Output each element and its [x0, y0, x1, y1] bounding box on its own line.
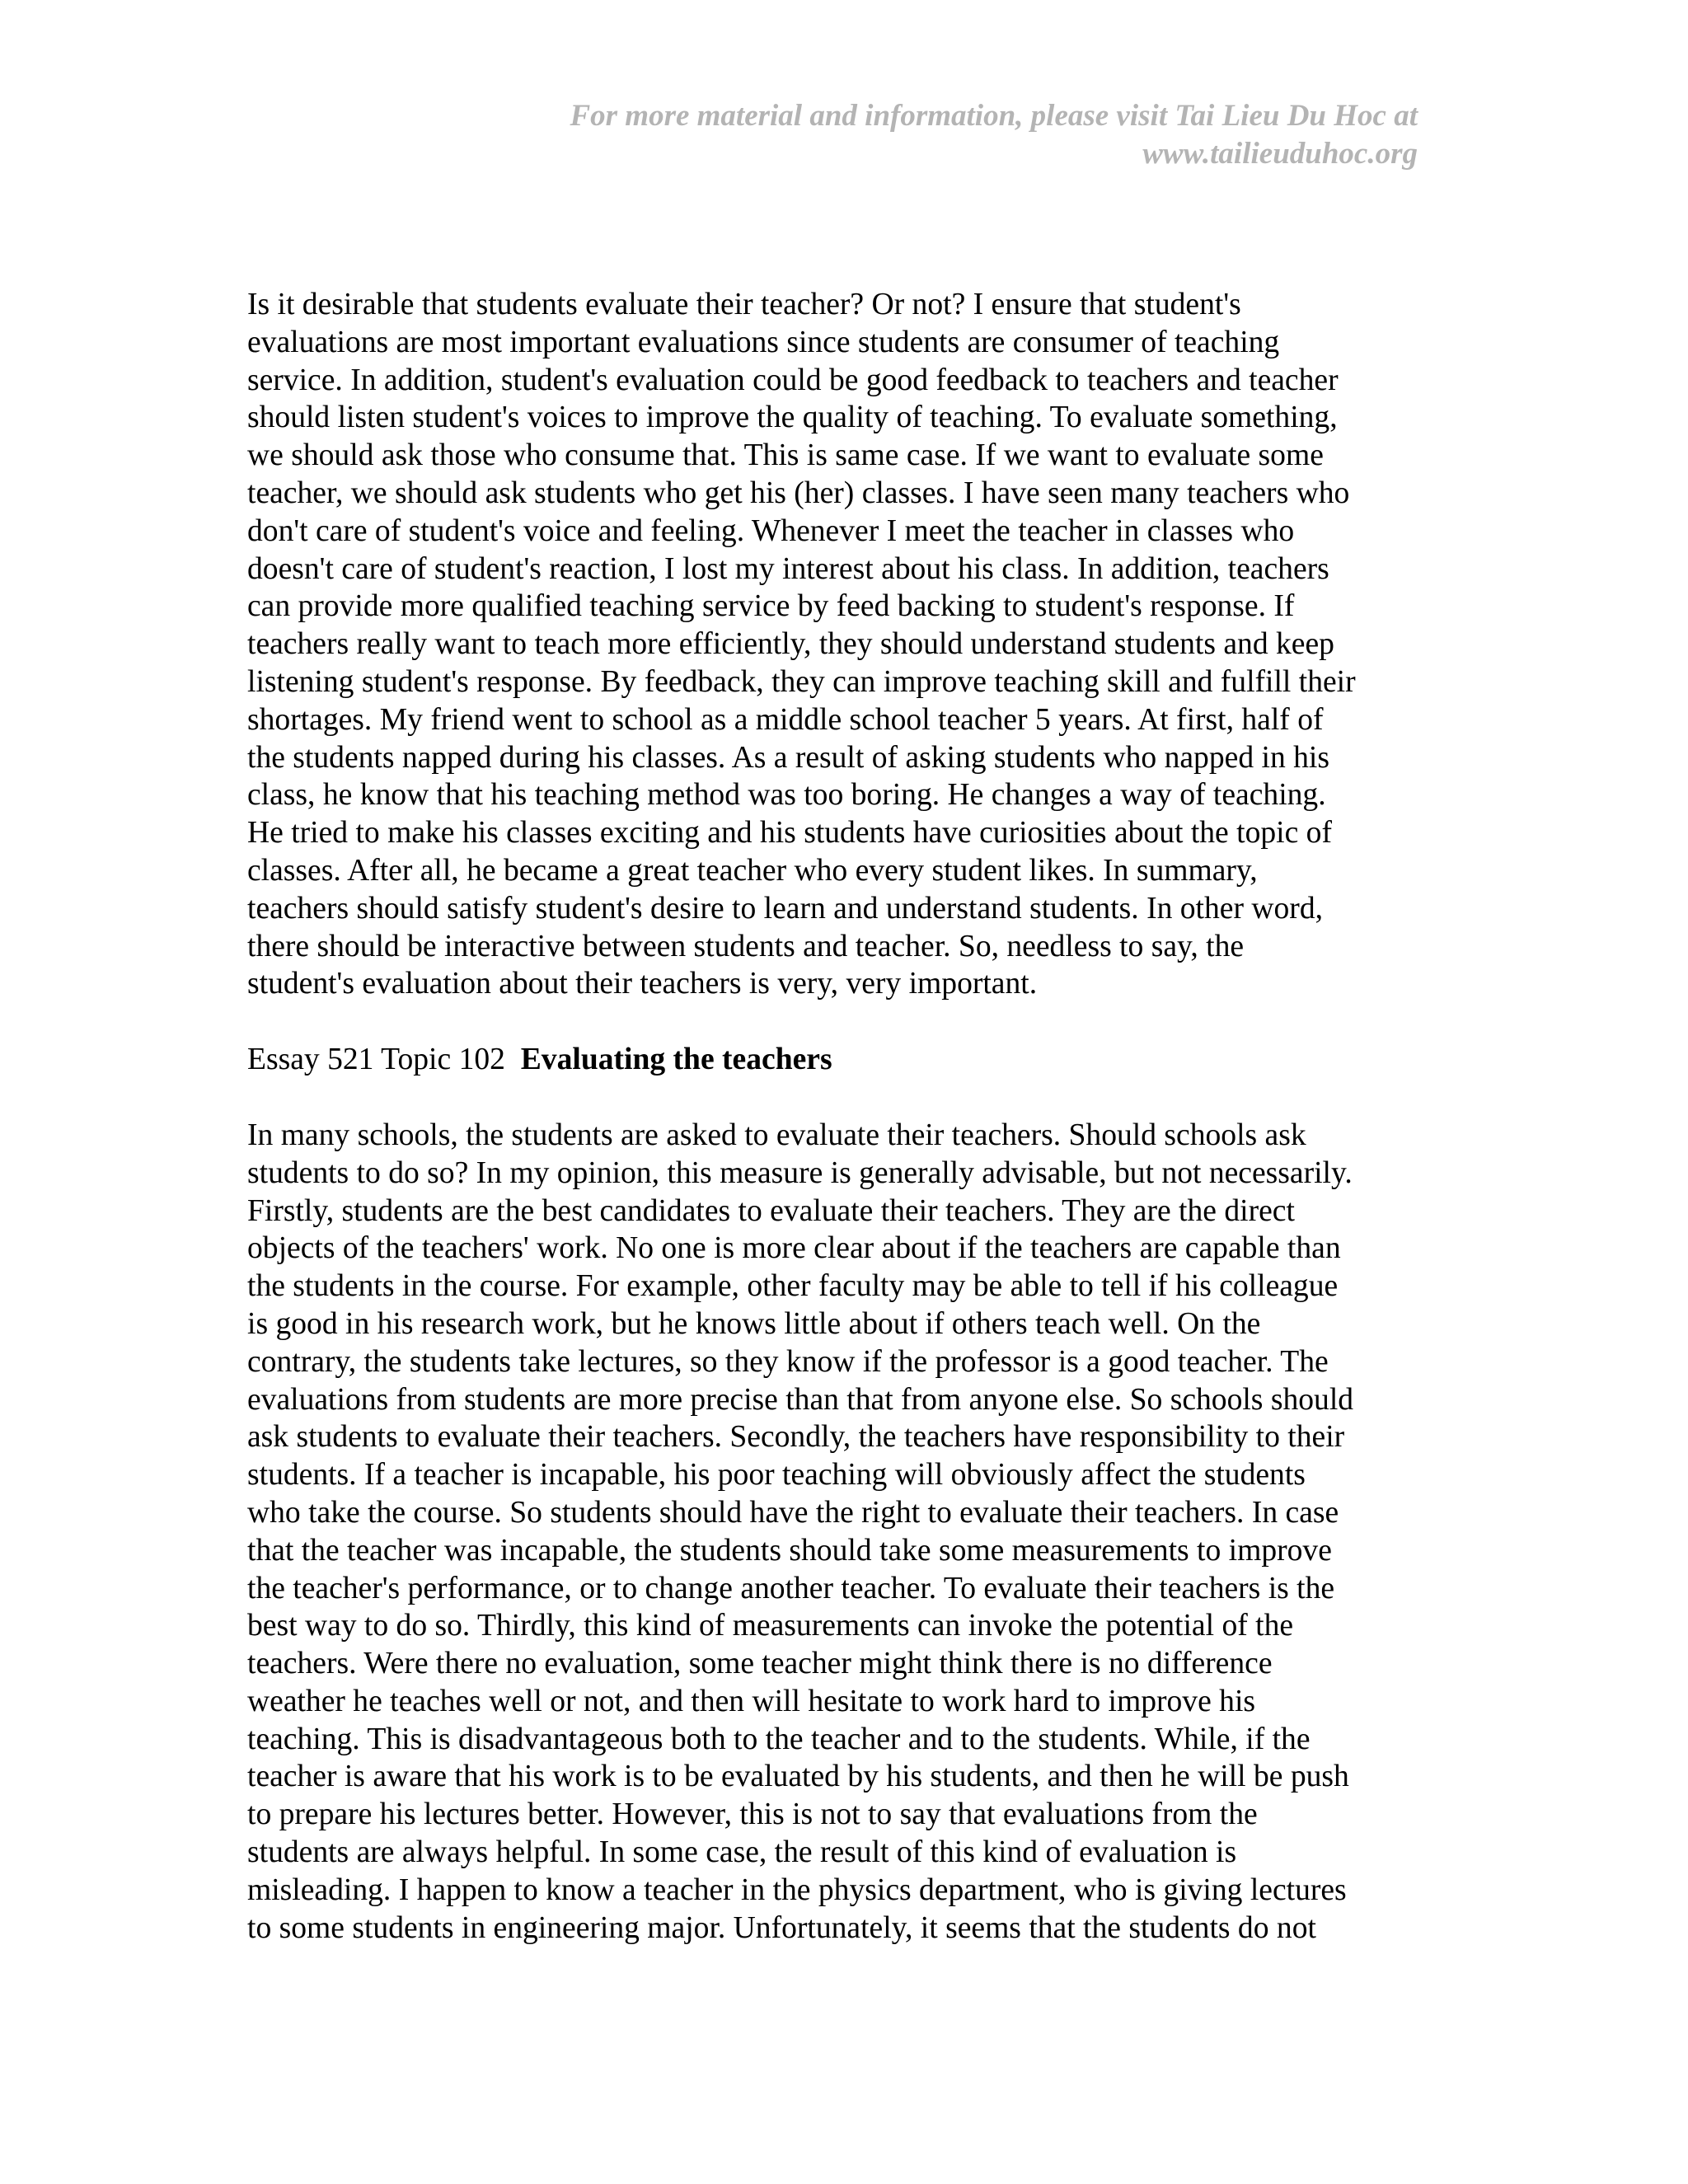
- page-header: [264, 97, 1418, 173]
- text-line: teaching. This is disadvantageous both to the teacher and to the students. While, if the: [247, 1722, 1311, 1756]
- text-line: objects of the teachers' work. No one is more clear about if the teachers are capable than: [247, 1231, 1341, 1266]
- text-line: class, he know that his teaching method was too boring. He changes a way of teaching.: [247, 778, 1326, 813]
- header-line-1: For more material and information, please visit Tai Lieu Du Hoc at: [570, 99, 1418, 133]
- text-line: evaluations are most important evaluations since students are consumer of teaching: [247, 325, 1280, 359]
- text-line: don't care of student's voice and feeling. Whenever I meet the teacher in classes who: [247, 513, 1295, 548]
- text-line: teachers really want to teach more efficiently, they should understand students and keep: [247, 627, 1334, 662]
- essay-heading: [247, 1041, 1441, 1079]
- text-line: students to do so? In my opinion, this measure is generally advisable, but not necessarily.: [247, 1155, 1353, 1190]
- text-line: the teacher's performance, or to change another teacher. To evaluate their teachers is the: [247, 1571, 1335, 1605]
- text-line: contrary, the students take lectures, so they know if the professor is a good teacher. The: [247, 1344, 1329, 1379]
- text-line: doesn't care of student's reaction, I lost my interest about his class. In addition, teachers: [247, 551, 1329, 586]
- text-line: there should be interactive between students and teacher. So, needless to say, the: [247, 929, 1245, 963]
- text-line: teacher is aware that his work is to be evaluated by his students, and then he will be push: [247, 1760, 1349, 1794]
- text-line: misleading. I happen to know a teacher in the physics department, who is giving lectures: [247, 1872, 1347, 1907]
- document-body: [247, 286, 1441, 1947]
- essay-title: Evaluating the teachers: [520, 1043, 832, 1077]
- text-line: listening student's response. By feedback, they can improve teaching skill and fulfill their: [247, 664, 1356, 699]
- essay-number: Essay 521 Topic 102: [247, 1043, 505, 1077]
- text-line: should listen student's voices to improve the quality of teaching. To evaluate something,: [247, 401, 1338, 435]
- text-line: the students napped during his classes. As a result of asking students who napped in his: [247, 740, 1329, 775]
- text-line: Is it desirable that students evaluate their teacher? Or not? I ensure that student's: [247, 288, 1241, 321]
- text-line: He tried to make his classes exciting and his students have curiosities about the topic of: [247, 816, 1332, 851]
- text-line: Firstly, students are the best candidates to evaluate their teachers. They are the direct: [247, 1193, 1295, 1228]
- text-line: who take the course. So students should have the right to evaluate their teachers. In case: [247, 1495, 1339, 1530]
- text-line: can provide more qualified teaching service by feed backing to student's response. If: [247, 589, 1295, 624]
- text-line: that the teacher was incapable, the students should take some measurements to improve: [247, 1533, 1332, 1568]
- text-line: is good in his research work, but he knows little about if others teach well. On the: [247, 1306, 1261, 1341]
- text-line: best way to do so. Thirdly, this kind of measurements can invoke the potential of the: [247, 1609, 1294, 1643]
- text-line: service. In addition, student's evaluation could be good feedback to teachers and teacher: [247, 363, 1339, 397]
- text-line: weather he teaches well or not, and then will hesitate to work hard to improve his: [247, 1684, 1256, 1718]
- text-line: student's evaluation about their teachers is very, very important.: [247, 967, 1038, 1001]
- text-line: the students in the course. For example, other faculty may be able to tell if his colleague: [247, 1269, 1339, 1304]
- text-line: In many schools, the students are asked to evaluate their teachers. Should schools ask: [247, 1118, 1306, 1152]
- text-line: teacher, we should ask students who get his (her) classes. I have seen many teachers who: [247, 476, 1350, 510]
- paragraph-student-evaluation: [247, 286, 1441, 1003]
- text-line: to prepare his lectures better. However, this is not to say that evaluations from the: [247, 1797, 1258, 1832]
- text-line: students are always helpful. In some case, the result of this kind of evaluation is: [247, 1835, 1237, 1870]
- text-line: teachers should satisfy student's desire to learn and understand students. In other word,: [247, 891, 1323, 926]
- text-line: ask students to evaluate their teachers. Secondly, the teachers have responsibility to their: [247, 1420, 1345, 1455]
- text-line: evaluations from students are more precise than that from anyone else. So schools should: [247, 1382, 1354, 1417]
- text-line: to some students in engineering major. Unfortunately, it seems that the students do not: [247, 1910, 1316, 1945]
- text-line: we should ask those who consume that. This is same case. If we want to evaluate some: [247, 438, 1324, 473]
- header-url: www.tailieuduhoc.org: [1142, 137, 1418, 171]
- paragraph-evaluating-teachers: [247, 1117, 1441, 1947]
- text-line: shortages. My friend went to school as a middle school teacher 5 years. At first, half of: [247, 702, 1324, 737]
- text-line: students. If a teacher is incapable, his poor teaching will obviously affect the students: [247, 1458, 1306, 1493]
- text-line: teachers. Were there no evaluation, some teacher might think there is no difference: [247, 1647, 1273, 1681]
- text-line: classes. After all, he became a great teacher who every student likes. In summary,: [247, 853, 1258, 888]
